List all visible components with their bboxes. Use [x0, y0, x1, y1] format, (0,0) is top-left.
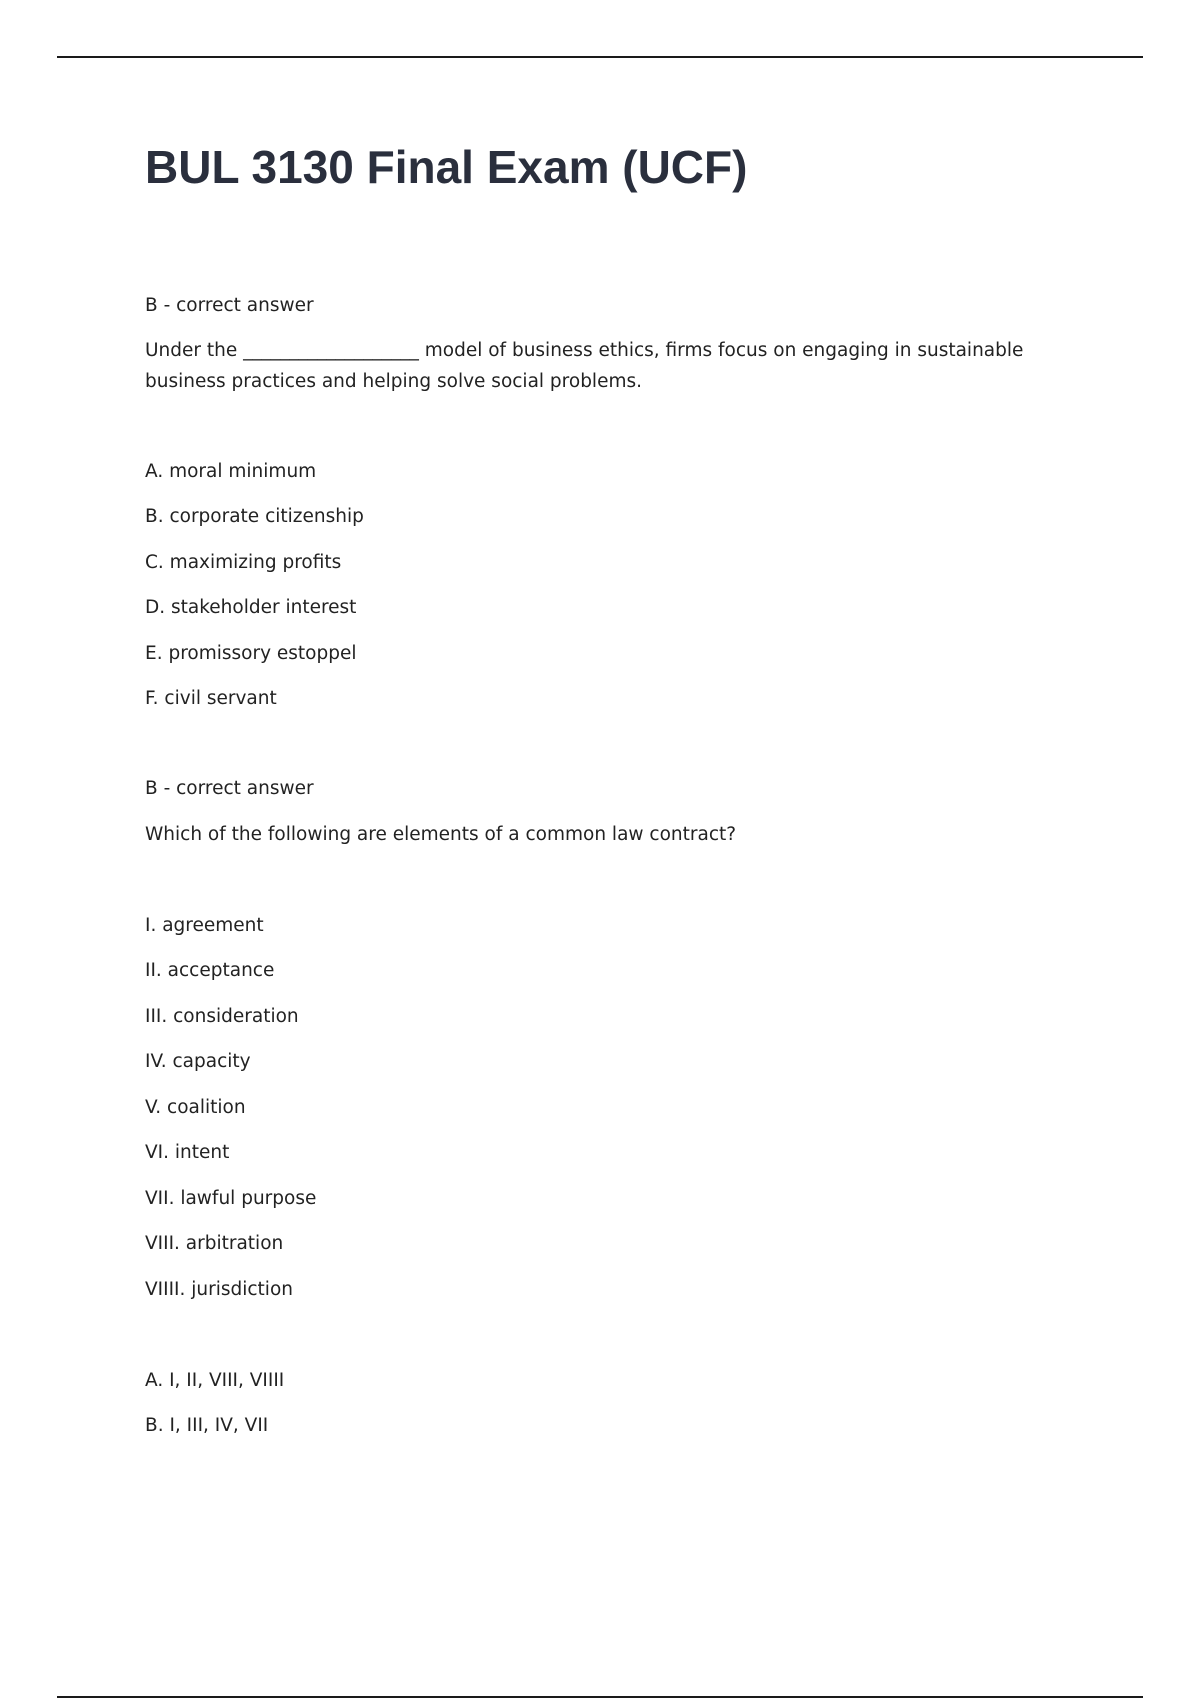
question-2-item: III. consideration — [145, 1006, 299, 1027]
question-1-option: C. maximizing profits — [145, 552, 342, 573]
question-2-item: VIII. arbitration — [145, 1233, 284, 1254]
document-title: BUL 3130 Final Exam (UCF) — [145, 141, 748, 193]
question-2-item: I. agreement — [145, 915, 264, 936]
question-2-item: VII. lawful purpose — [145, 1188, 317, 1209]
question-2-answer: B - correct answer — [145, 778, 314, 799]
question-1-answer: B - correct answer — [145, 295, 314, 316]
question-1-option: F. civil servant — [145, 688, 277, 709]
question-2-item: V. coalition — [145, 1097, 246, 1118]
question-2-item: IV. capacity — [145, 1051, 251, 1072]
question-2-option: B. I, III, IV, VII — [145, 1415, 269, 1436]
question-2-item: II. acceptance — [145, 960, 275, 981]
question-1-option: D. stakeholder interest — [145, 597, 357, 618]
bottom-rule — [57, 1696, 1143, 1698]
question-2-item: VI. intent — [145, 1142, 230, 1163]
question-1-text: Under the ___________________ model of business ethics, firms focus on engaging in sustainable business practices and helping solve social problems. — [145, 340, 1024, 392]
top-rule — [57, 56, 1143, 58]
question-1-option: A. moral minimum — [145, 461, 317, 482]
question-1-option: B. corporate citizenship — [145, 506, 364, 527]
question-2-item: VIIII. jurisdiction — [145, 1279, 293, 1300]
question-2-option: A. I, II, VIII, VIIII — [145, 1370, 285, 1391]
question-1-option: E. promissory estoppel — [145, 643, 357, 664]
question-2-text: Which of the following are elements of a common law contract? — [145, 824, 737, 845]
